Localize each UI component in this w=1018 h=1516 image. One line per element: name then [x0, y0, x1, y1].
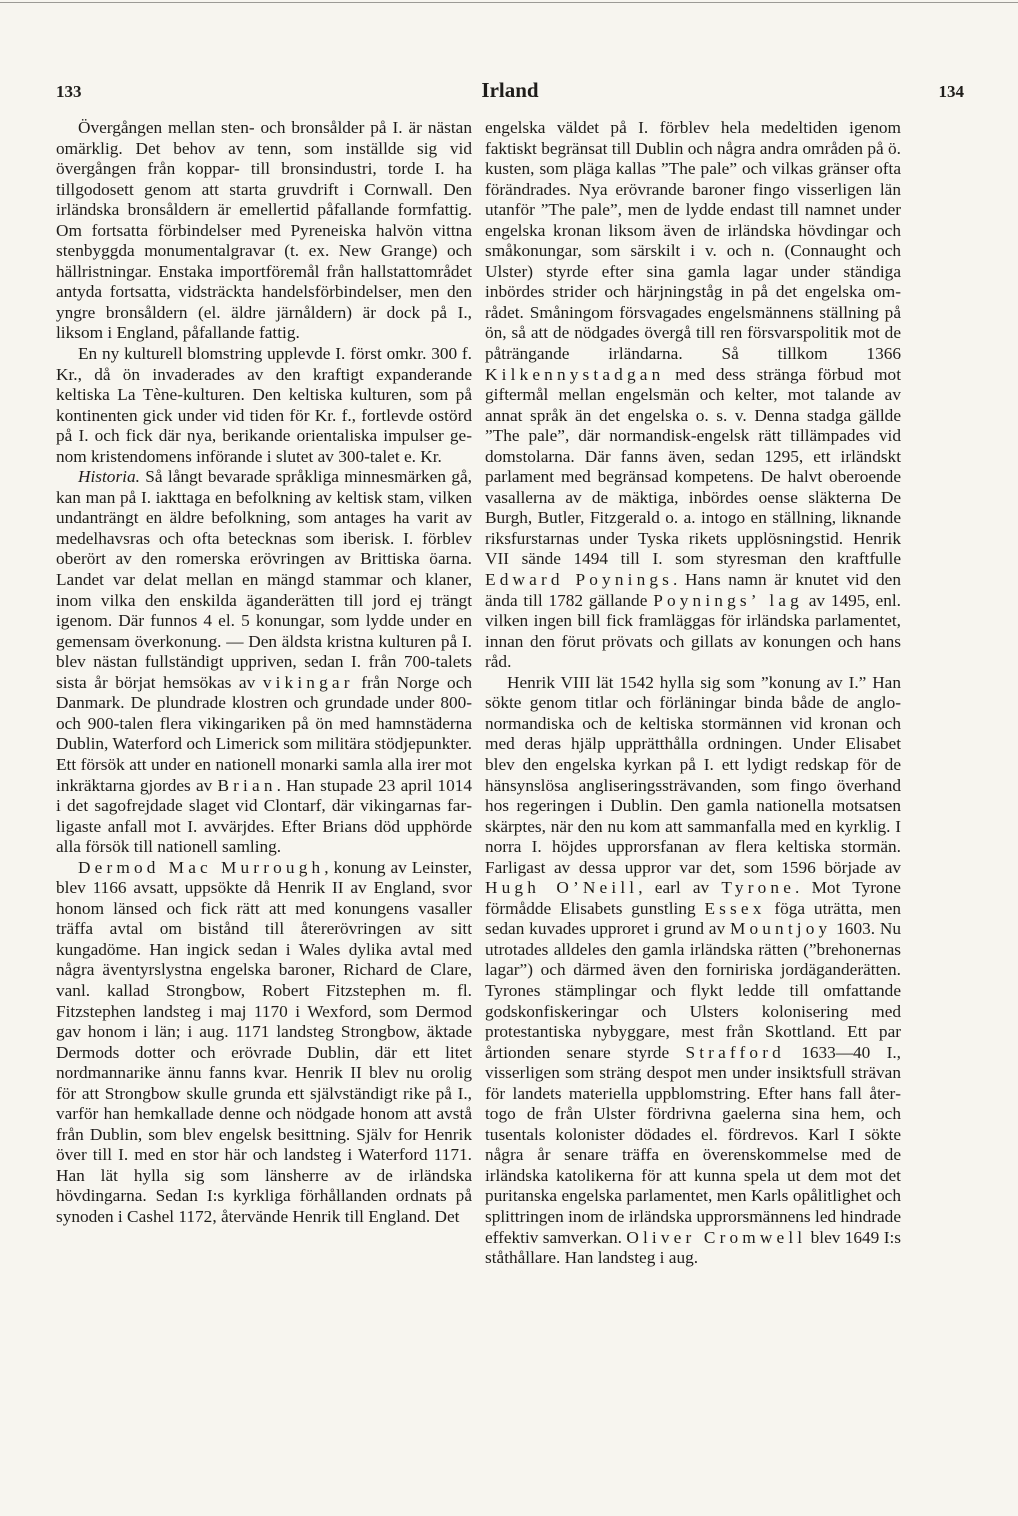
spaced-term-dermod-mac-murrough: Dermod Mac Murrough: [78, 857, 325, 877]
text-run: engelska väldet på I. förblev hela medeltiden igenom faktiskt begränsat till Dublin och några andra områden på ö. kusten, som pläga kallas ”The pale” och vilkas gränser ofta förändrades. Nya erövrande baroner fingo visserligen län utanför ”The pale”, men de lydde endast till namnet under engelska kronan liksom även de irländska hövdingar och småkonungar, som särskilt i v. och n. (Connaught och Ulster) styrde efter sina gamla lagar under ständiga inbördes strider och härjningståg in på det engelska området. Småningom försvagades engelsmännens ställning på ön, så att de nödgades övergå till ren försvarspolitik mot de påträngande irländarna. Så tillkom 1366: [485, 118, 901, 364]
spaced-term-essex: Essex: [704, 898, 766, 918]
spaced-term-poynings-lag: Poynings’ lag: [653, 590, 803, 610]
right-page-number: 134: [938, 82, 964, 101]
section-label-historia: Historia.: [78, 467, 140, 487]
text-run: föga uträtta, men sedan kuvades upproret i grund av: [485, 898, 901, 939]
text-run: blev 1649 I:s ståthållare. Han landsteg i aug.: [485, 1227, 901, 1268]
text-run: . Hans namn är knutet vid den ända till 1782 gällande: [485, 570, 901, 610]
text-run: , konung av Leinster, blev 1166 avsatt, uppsökte då Henrik II av England, svor honom länsed och fick rätt att med konungens vasaller träffa avtal om bistånd till återerövringen av sitt kungadöme. Han ingick sedan i Wales dylika avtal med några äventyrslystna engelska baroner, Richard de Clare, vanl. kallad Strongbow, Robert Fitzstephen m. fl. Fitzstephen landsteg i maj 1170 i Wexford, som Dermod gav honom i län; i aug. 1171 landsteg Strongbow, äktade Dermods dotter och erövrade Dublin, där ett litet nordmannarike ännu fanns kvar. Henrik II blev nu orolig för att Strongbow skulle grunda ett självständigt rike på I., varför han hemkallade denne och nödgade honom att avstå från Dublin, som blev engelsk besittning. Själv for Henrik över till I. med en stor här och landsteg i Waterford 1171. Han lät hylla sig som länsherre av de irländska hövdingarna. Sedan I:s kyrkliga förhållanden ordnats på synoden i Cashel 1172, återvände Henrik till England. Det: [56, 857, 472, 1226]
page-title: Irland: [481, 78, 539, 102]
text-run: 1633—40 I., visserligen som sträng despot men under insiktsfull strävan för landets materiella uppblomstring. Efter hans fall återtogo de från Ulster fördrivna gaelerna sina hem, och tusentals kolonister dödades el. fördrevos. Karl I sökte några år senare träffa en överenskommelse med de irländska katolikerna för att kunna spela ut dem mot det puritanska engelska parlamentet, men Karls opålitlighet och splittringen inom de irländska upprorsmännens led hindrade effektiv samverkan.: [485, 1042, 901, 1247]
text-run: Henrik VIII lät 1542 hylla sig som ”konung av I.” Han sökte genom titlar och förläningar binda både de anglo-normandiska och de keltiska stormännen vid kronan och med deras hjälp upprätthålla ordningen. Under Elisabet blev den engelska kyrkan på I. ett lydigt redskap för de hänsynslösa angliseringssträvanden, som fingo överhand hos regeringen i Dublin. Den gamla nationella motsatsen skärptes, när den nu kom att sammanfalla med en kyrklig. I norra I. höjdes upprorsfanan av flera keltiska stormän. Farligast av dessa uppror var det, som 1596 började av: [485, 672, 901, 877]
page-header: [56, 78, 964, 108]
spaced-term-strafford: Strafford: [685, 1042, 785, 1062]
paragraph-the-pale: [485, 118, 901, 673]
spaced-term-vikingar: vikingar: [262, 672, 354, 692]
left-column: [56, 118, 472, 1228]
paragraph-historia: [56, 467, 472, 857]
spaced-term-tyrone: Tyrone: [721, 878, 796, 898]
spaced-term-brian: Brian: [217, 775, 277, 795]
paragraph-dermod: [56, 858, 472, 1228]
text-run: 1603. Nu utrotades alldeles den gamla irländska rätten (”brehonernas lagar”) och därmed även den forniriska jordäganderätten. Tyrones stämplingar och flykt ledde till omfattande godskonfiskeringar och Ulsters kolonisering med protestantiska nybyggare, mest från Skottland. Ett par årtionden senare styrde: [485, 919, 901, 1062]
spaced-term-edward-poynings: Edward Poynings: [485, 570, 674, 590]
spaced-term-hugh-oneill: Hugh O’Neill: [485, 878, 639, 898]
text-run: av 1495, enl. vilken ingen bill fick framläggas för irländska parlamentet, innan den förut prövats och gillats av konungen och hans råd.: [485, 590, 901, 672]
text-run: , earl av: [638, 878, 722, 898]
text-run: . Mot Tyrone förmådde Elisabets gunstling: [485, 878, 901, 918]
top-edge-rule: [0, 2, 1018, 3]
paragraph-la-tene: En ny kulturell blomstring upplevde I. först omkr. 300 f. Kr., då ön invaderades av den kraftigt expanderande keltiska La Tène-kulturen. Den keltiska kulturen, som på kontinenten gick under vid tiden för Kr. f., fortlevde ostörd på I. och fick där nya, berikande orientaliska impulser genom kristendomens införande i slutet av 300-talet e. Kr.: [56, 344, 472, 466]
text-run: Så långt bevarade språkliga minnesmärken gå, kan man på I. iakttaga en befolkning av keltisk stam, vilken undanträngt en äldre befolkning, som antages ha varit av medelhavsras och ofta betecknas som iberisk. I. förblev oberört av den romerska erövringen av Brittiska öarna. Landet var delat mellan en mängd stammar och klaner, inom vilka den enskilda äganderätten till jord ej trängt igenom. Där funnos 4 el. 5 konungar, som lydde under en gemensam överkonung. — Den äldsta kristna kulturen på I. blev nästan fullständigt uppriven, sedan I. från 700-talets sista år börjat hemsökas av: [56, 467, 472, 692]
text-run: från Norge och Danmark. De plundrade klostren och grundade under 800- och 900-talen flera vikingariken på ön med hamnstäderna Dublin, Waterford och Limerick som militära stödjepunkter. Ett försök att under en nationell monarki samla alla irer mot inkräktarna gjordes av: [56, 672, 472, 795]
spaced-term-oliver-cromwell: Oliver Cromwell: [626, 1227, 807, 1247]
text-run: med dess stränga förbud mot giftermål mellan engelsmän och kelter, mot talande av annat språk än det engelska o. s. v. Denna stadga gällde ”The pale”, där normandisk-engelsk rätt tillämpades vid domstolarna. Där fanns även, sedan 1295, ett irländskt parlament med begränsad kompetens. De halvt oberoende vasallerna av de mäktiga, inbördes oense släkterna De Burgh, Butler, Fitzgerald o. a. intogo en ställning, liknande riksfurstarnas under Tyska rikets upplösningstid. Henrik VII sände 1494 till I. som styresman den kraftfulle: [485, 364, 901, 569]
right-column: [485, 118, 901, 1269]
spaced-term-mountjoy: Mountjoy: [729, 919, 832, 939]
spaced-term-kilkennystadgan: Kilkennystadgan: [485, 364, 665, 384]
paragraph-henrik-viii: [485, 673, 901, 1269]
left-page-number: 133: [56, 82, 82, 101]
paragraph-bronze-age: Övergången mellan sten- och bronsålder på I. är nästan omärklig. Det behov av tenn, som inställde sig vid övergången från koppar- till bronsindustri, torde I. ha tillgodosett genom att starta gruvdrift i Cornwall. Den irländska bronsåldern är emellertid påfallande formfattig. Om fortsatta förbindelser med Pyreneiska halvön vittna stenbyggda monumentalgravar (t. ex. New Grange) och hällristningar. Enstaka importföremål från hallstattområdet antyda fortsatta, vidsträckta handelsförbindelser, men den yngre bronsåldern (el. äldre järnåldern) är dock på I., liksom i England, påfallande fattig.: [56, 118, 472, 343]
text-run: . Han stupade 23 april 1014 i det sagofrejdade slaget vid Clontarf, där vikingarnas farligaste anfall mot I. avvärjdes. Efter Brians död upphörde alla försök till nationell samling.: [56, 775, 472, 857]
